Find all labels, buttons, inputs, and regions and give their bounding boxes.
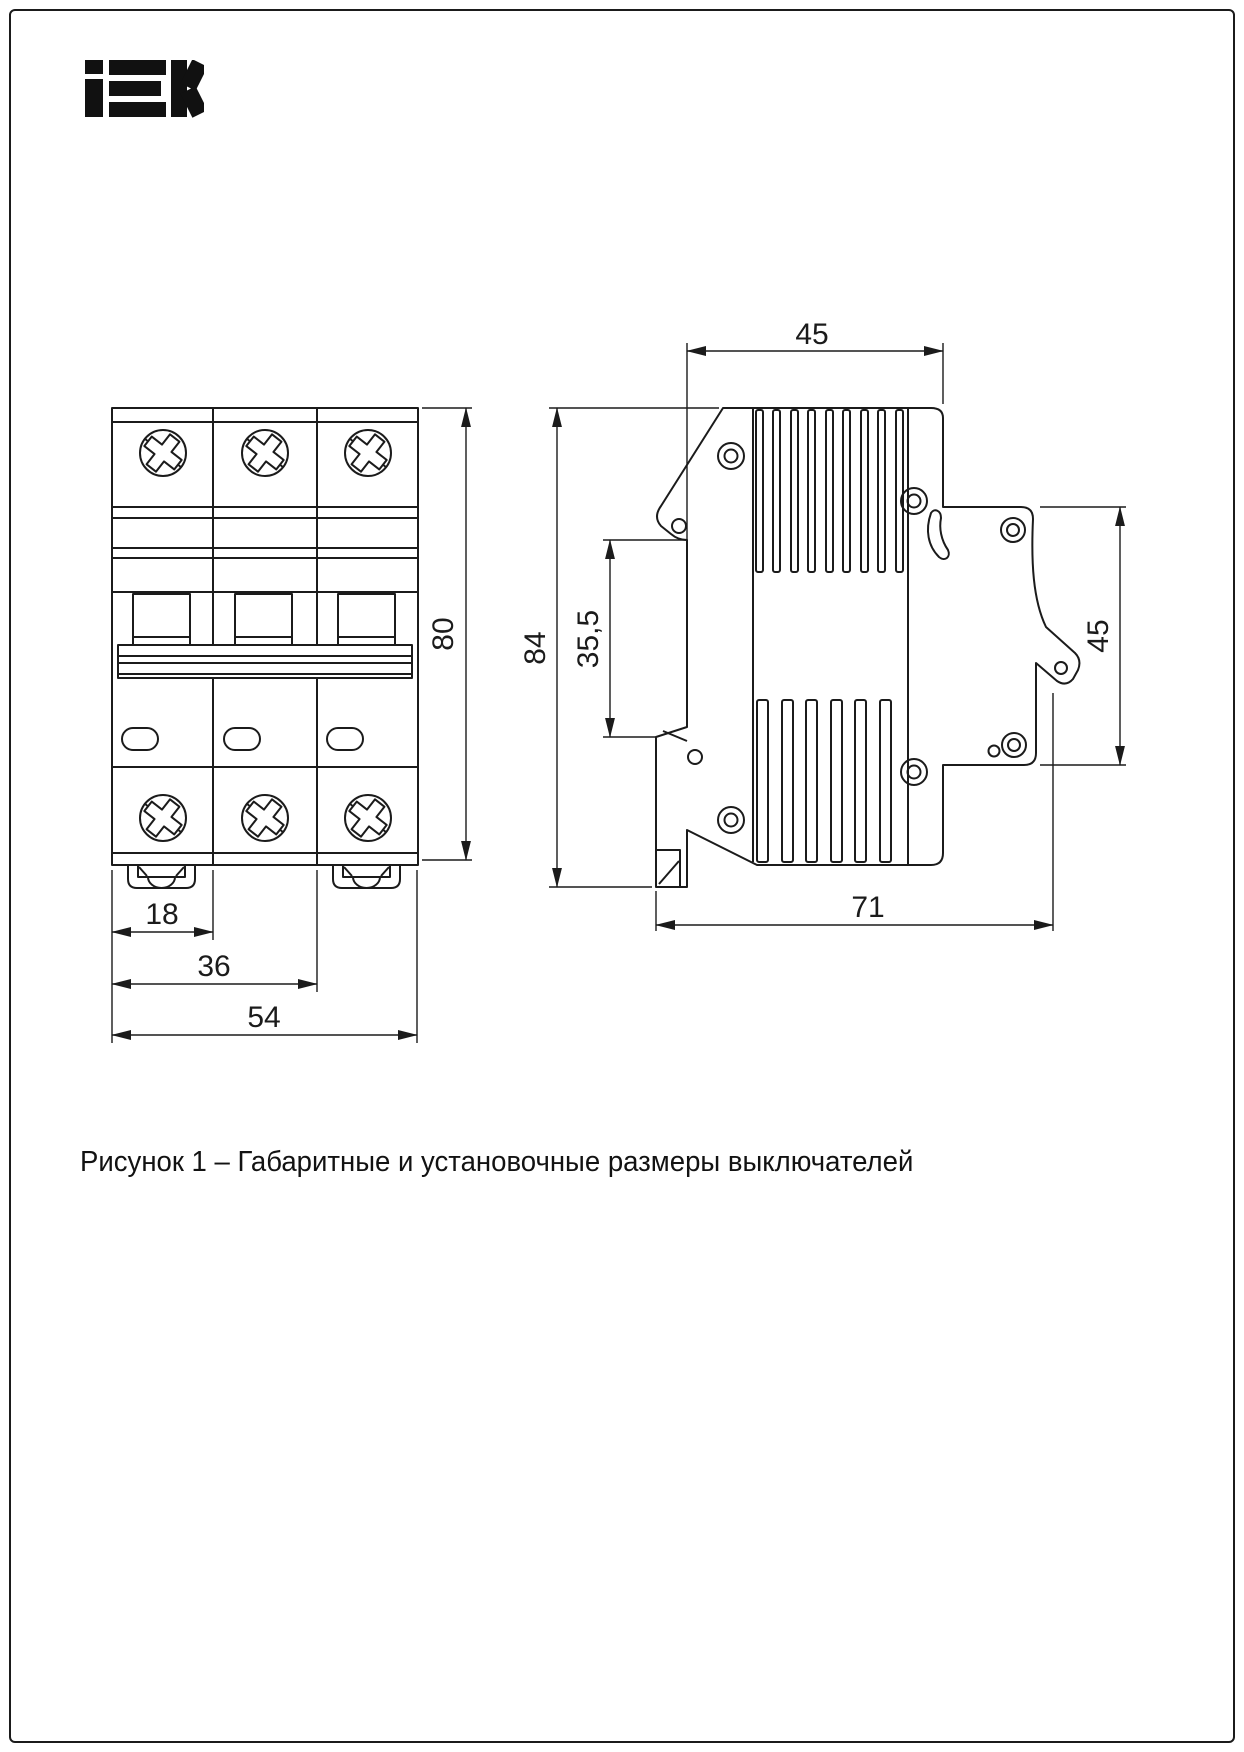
pivot-pins xyxy=(672,519,1000,764)
toggle-handles xyxy=(133,594,395,645)
front-view xyxy=(112,408,472,1043)
dim-label-double-module-width: 36 xyxy=(197,950,231,983)
figure-caption: Рисунок 1 – Габаритные и установочные размеры выключателей xyxy=(80,1146,914,1178)
din-latch-detail xyxy=(656,731,687,887)
din-clip-right xyxy=(333,866,400,888)
test-slot xyxy=(928,510,949,559)
side-view xyxy=(519,318,1126,931)
terminal-screw xyxy=(134,424,193,482)
dim-double-module-width xyxy=(112,950,317,984)
rivets xyxy=(718,443,1026,833)
marking-windows xyxy=(122,728,363,750)
dim-rail-offset xyxy=(572,540,687,737)
terminal-screw xyxy=(134,789,193,847)
terminal-screw xyxy=(339,424,398,482)
dim-label-overall-height-side: 84 xyxy=(519,631,552,665)
toggle-bar xyxy=(118,645,412,678)
flag-hole xyxy=(1055,662,1067,674)
dim-label-overall-height-front: 80 xyxy=(427,617,460,651)
vent-slats-top xyxy=(756,410,903,572)
din-clip-left xyxy=(128,866,195,888)
dim-overall-height-side xyxy=(519,408,719,887)
dim-label-module-width: 18 xyxy=(145,898,179,931)
dim-label-mounting-height: 45 xyxy=(1082,619,1115,653)
terminal-screw xyxy=(236,424,295,482)
dim-overall-width xyxy=(112,1001,417,1035)
dim-label-overall-depth: 71 xyxy=(851,891,885,924)
dim-label-overall-width: 54 xyxy=(247,1001,281,1034)
terminal-screw xyxy=(236,789,295,847)
dim-overall-height-front xyxy=(422,408,472,860)
dim-label-rail-offset: 35,5 xyxy=(572,609,605,669)
terminal-screw xyxy=(339,789,398,847)
vent-slats-bottom xyxy=(757,700,891,862)
dim-label-top-depth: 45 xyxy=(795,318,829,351)
